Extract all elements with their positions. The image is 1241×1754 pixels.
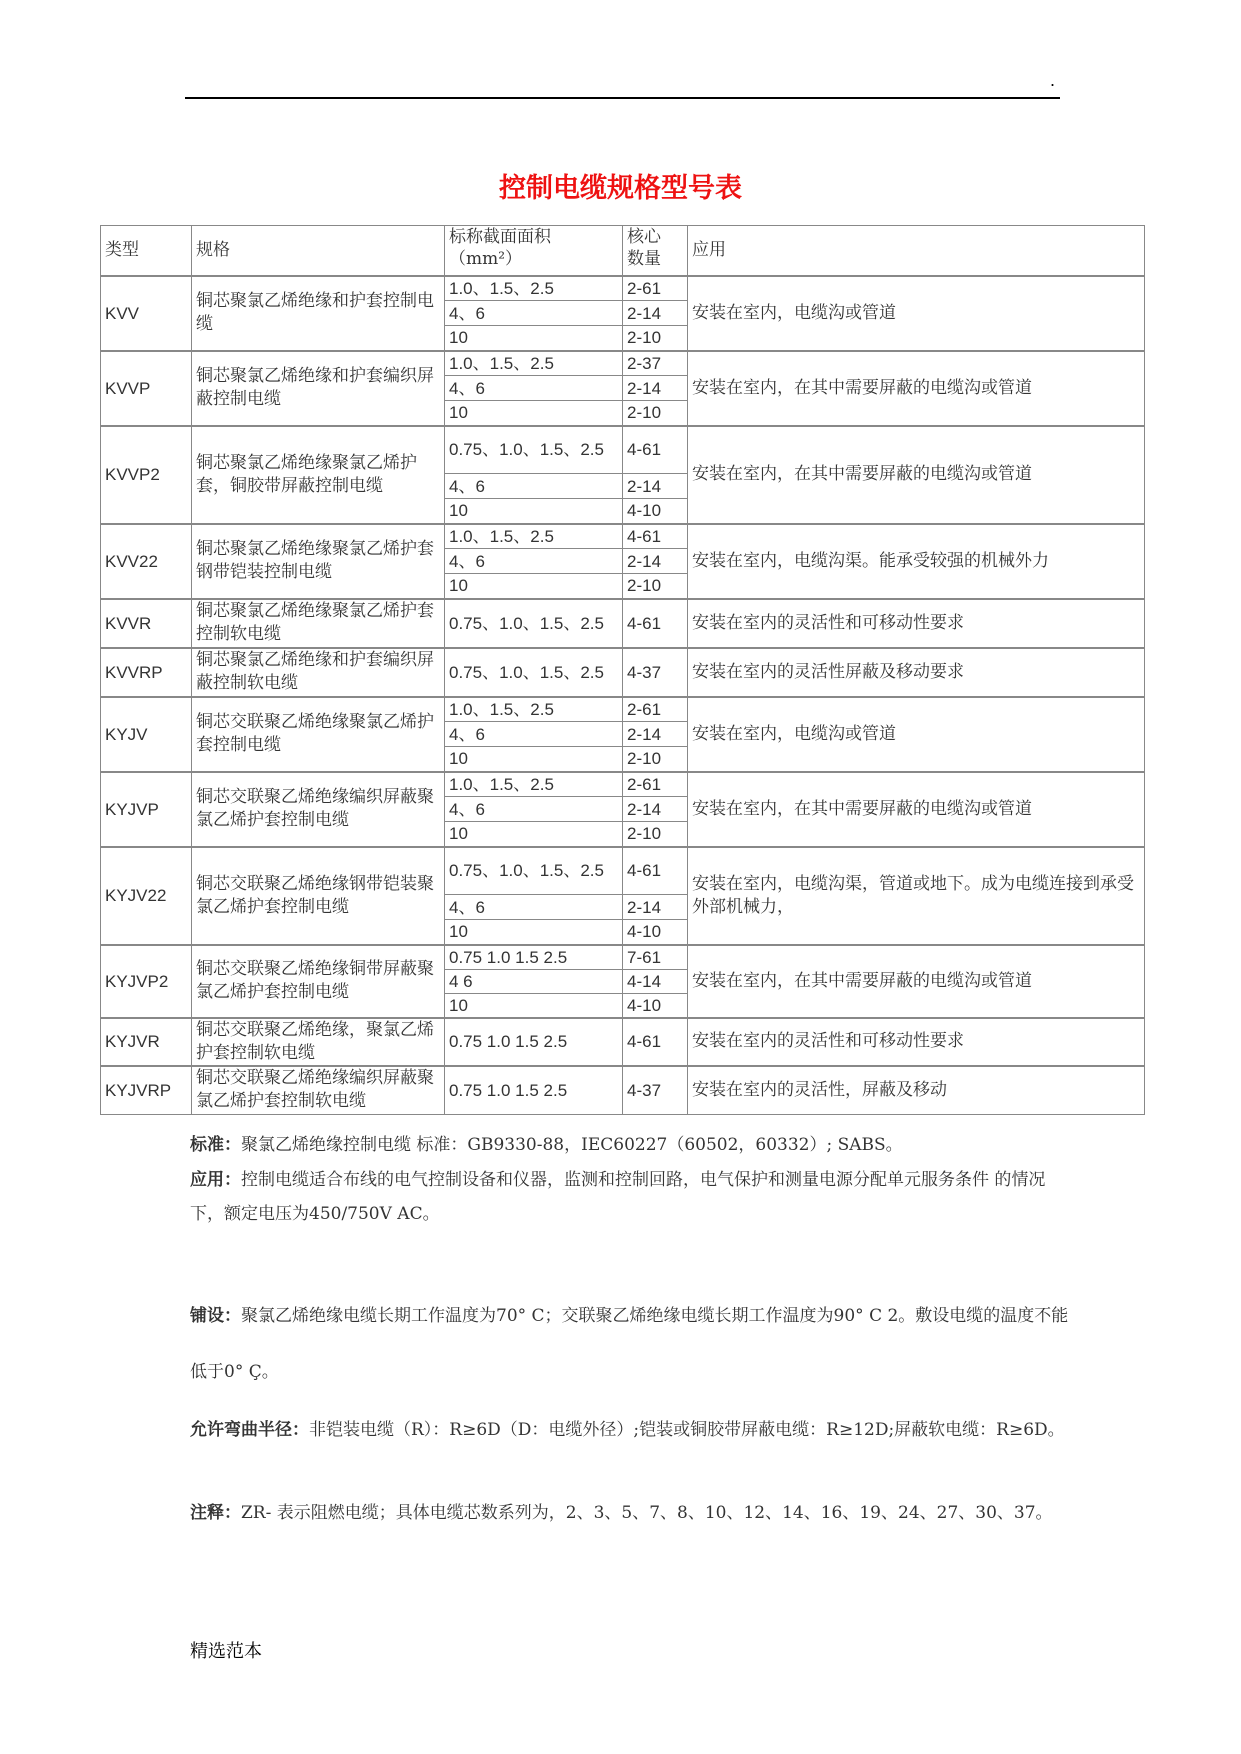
page-title: 控制电缆规格型号表 — [499, 173, 742, 204]
cell-application: 安装在室内的灵活性，屏蔽及移动 — [688, 1066, 1145, 1115]
cell-type: KYJV — [101, 697, 192, 772]
cell-cores: 4-37 — [623, 648, 688, 697]
bend-radius-label: 允许弯曲半径： — [190, 1420, 309, 1440]
cell-cores: 4-10 — [623, 499, 688, 524]
table-group-kvvp — [101, 351, 1145, 426]
cell-cores: 2-61 — [623, 697, 688, 722]
bend-radius-note — [190, 1412, 1070, 1448]
cell-cores: 2-14 — [623, 722, 688, 747]
cell-spec: 铜芯聚氯乙烯绝缘和护套编织屏蔽控制软电缆 — [192, 648, 445, 697]
cell-type: KVV — [101, 276, 192, 351]
column-header-application: 应用 — [688, 226, 1145, 276]
table-group-kyjvrp — [101, 1066, 1145, 1115]
header-rule — [185, 97, 1060, 99]
table-row — [101, 351, 1145, 376]
cell-area: 4、6 — [445, 301, 623, 326]
cell-cores: 2-10 — [623, 822, 688, 847]
cell-spec: 铜芯交联聚乙烯绝缘聚氯乙烯护套控制电缆 — [192, 697, 445, 772]
cell-cores: 2-14 — [623, 474, 688, 499]
cell-area: 10 — [445, 993, 623, 1018]
column-header-cores: 核心 数量 — [623, 226, 688, 276]
standard-label: 标准： — [190, 1135, 241, 1155]
cell-type: KYJV22 — [101, 847, 192, 945]
table-row — [101, 1018, 1145, 1066]
table-row — [101, 524, 1145, 549]
cell-cores: 2-61 — [623, 772, 688, 797]
cell-area: 10 — [445, 920, 623, 945]
cell-spec: 铜芯交联聚乙烯绝缘铜带屏蔽聚氯乙烯护套控制电缆 — [192, 945, 445, 1018]
table-row — [101, 276, 1145, 301]
cell-area: 4、6 — [445, 549, 623, 574]
table-row — [101, 772, 1145, 797]
cell-application: 安装在室内，电缆沟渠。能承受较强的机械外力 — [688, 524, 1145, 599]
cell-spec: 铜芯聚氯乙烯绝缘聚氯乙烯护套控制软电缆 — [192, 599, 445, 648]
table-group-kvvr — [101, 599, 1145, 648]
cell-type: KYJVP — [101, 772, 192, 847]
cell-type: KVVR — [101, 599, 192, 648]
standard-text: 聚氯乙烯绝缘控制电缆 标准：GB9330-88，IEC60227（60502，60332）; SABS。 — [241, 1135, 903, 1155]
cell-cores: 2-10 — [623, 326, 688, 351]
cell-spec: 铜芯聚氯乙烯绝缘和护套控制电缆 — [192, 276, 445, 351]
cell-area: 4 6 — [445, 969, 623, 993]
cell-area: 0.75 1.0 1.5 2.5 — [445, 945, 623, 970]
cell-area: 4、6 — [445, 895, 623, 920]
cell-area: 10 — [445, 499, 623, 524]
cell-cores: 2-10 — [623, 747, 688, 772]
cell-area: 1.0、1.5、2.5 — [445, 772, 623, 797]
cell-spec: 铜芯聚氯乙烯绝缘聚氯乙烯护套，铜胶带屏蔽控制电缆 — [192, 426, 445, 524]
cell-spec: 铜芯聚氯乙烯绝缘聚氯乙烯护套钢带铠装控制电缆 — [192, 524, 445, 599]
table-group-kvv — [101, 276, 1145, 351]
cell-area: 1.0、1.5、2.5 — [445, 351, 623, 376]
table-group-kvv22 — [101, 524, 1145, 599]
cell-type: KVVRP — [101, 648, 192, 697]
cell-application: 安装在室内，在其中需要屏蔽的电缆沟或管道 — [688, 945, 1145, 1018]
cell-cores: 2-14 — [623, 895, 688, 920]
cell-cores: 2-14 — [623, 549, 688, 574]
cell-area: 1.0、1.5、2.5 — [445, 524, 623, 549]
laying-label: 铺设： — [190, 1306, 241, 1326]
remark-label: 注释： — [190, 1503, 241, 1523]
cell-spec: 铜芯交联聚乙烯绝缘钢带铠装聚氯乙烯护套控制电缆 — [192, 847, 445, 945]
cell-cores: 4-61 — [623, 426, 688, 474]
cell-area: 10 — [445, 822, 623, 847]
laying-text: 聚氯乙烯绝缘电缆长期工作温度为70° C；交联聚乙烯绝缘电缆长期工作温度为90° C 2。敷设电缆的温度不能低于0° Ç。 — [190, 1306, 1069, 1382]
cell-area: 10 — [445, 401, 623, 426]
cell-type: KYJVP2 — [101, 945, 192, 1018]
cell-cores: 2-10 — [623, 401, 688, 426]
cell-area: 0.75、1.0、1.5、2.5 — [445, 847, 623, 895]
cell-application: 安装在室内，在其中需要屏蔽的电缆沟或管道 — [688, 772, 1145, 847]
cell-area: 4、6 — [445, 474, 623, 499]
cell-cores: 4-61 — [623, 1018, 688, 1066]
application-label: 应用： — [190, 1170, 241, 1190]
table-row — [101, 426, 1145, 474]
cell-cores: 2-37 — [623, 351, 688, 376]
cell-cores: 2-14 — [623, 797, 688, 822]
table-row — [101, 945, 1145, 970]
cell-spec: 铜芯交联聚乙烯绝缘，聚氯乙烯护套控制软电缆 — [192, 1018, 445, 1066]
cell-cores: 7-61 — [623, 945, 688, 970]
cell-area: 0.75 1.0 1.5 2.5 — [445, 1066, 623, 1115]
table-row — [101, 697, 1145, 722]
table-group-kyjvp — [101, 772, 1145, 847]
cell-cores: 4-61 — [623, 524, 688, 549]
cell-area: 0.75、1.0、1.5、2.5 — [445, 426, 623, 474]
cell-application: 安装在室内的灵活性和可移动性要求 — [688, 1018, 1145, 1066]
cell-area: 4、6 — [445, 797, 623, 822]
cable-spec-table — [100, 225, 1145, 1115]
cell-application: 安装在室内，电缆沟渠，管道或地下。成为电缆连接到承受外部机械力， — [688, 847, 1145, 945]
table-group-kvvrp — [101, 648, 1145, 697]
cell-type: KVVP2 — [101, 426, 192, 524]
footer-text: 精选范本 — [190, 1641, 262, 1662]
cell-application: 安装在室内的灵活性屏蔽及移动要求 — [688, 648, 1145, 697]
table-row — [101, 1066, 1145, 1115]
table-row — [101, 599, 1145, 648]
cell-application: 安装在室内，在其中需要屏蔽的电缆沟或管道 — [688, 351, 1145, 426]
table-header-row — [101, 226, 1145, 276]
cell-type: KYJVR — [101, 1018, 192, 1066]
cell-cores: 2-61 — [623, 276, 688, 301]
cell-area: 10 — [445, 747, 623, 772]
cell-spec: 铜芯交联聚乙烯绝缘编织屏蔽聚氯乙烯护套控制软电缆 — [192, 1066, 445, 1115]
cell-area: 4、6 — [445, 376, 623, 401]
cell-area: 10 — [445, 574, 623, 599]
cell-cores: 2-14 — [623, 301, 688, 326]
table-group-kyjvp2 — [101, 945, 1145, 1018]
table-row — [101, 648, 1145, 697]
cell-cores: 2-10 — [623, 574, 688, 599]
application-text: 控制电缆适合布线的电气控制设备和仪器，监测和控制回路，电气保护和测量电源分配单元服务条件 的情况下，额定电压为450/750V AC。 — [190, 1170, 1046, 1224]
cell-type: KYJVRP — [101, 1066, 192, 1115]
cell-cores: 4-10 — [623, 993, 688, 1018]
cell-application: 安装在室内的灵活性和可移动性要求 — [688, 599, 1145, 648]
column-header-spec: 规格 — [192, 226, 445, 276]
table-group-kyjv — [101, 697, 1145, 772]
laying-note — [190, 1288, 1070, 1400]
remark-text: ZR- 表示阻燃电缆；具体电缆芯数系列为，2、3、5、7、8、10、12、14、16、19、24、27、30、37。 — [241, 1503, 1053, 1523]
cell-area: 1.0、1.5、2.5 — [445, 697, 623, 722]
standard-note — [190, 1128, 1070, 1162]
cell-area: 0.75、1.0、1.5、2.5 — [445, 599, 623, 648]
cell-area: 0.75 1.0 1.5 2.5 — [445, 1018, 623, 1066]
bend-radius-text: 非铠装电缆（R）：R≥6D（D：电缆外径）;铠装或铜胶带屏蔽电缆：R≥12D;屏蔽软电缆：R≥6D。 — [309, 1420, 1065, 1440]
remark-note — [190, 1500, 1070, 1526]
cell-cores: 4-14 — [623, 969, 688, 993]
cell-spec: 铜芯交联聚乙烯绝缘编织屏蔽聚氯乙烯护套控制电缆 — [192, 772, 445, 847]
table-row — [101, 847, 1145, 895]
cell-area: 1.0、1.5、2.5 — [445, 276, 623, 301]
column-header-area: 标称截面面积 （mm²） — [445, 226, 623, 276]
table-group-kyjv22 — [101, 847, 1145, 945]
cell-type: KVVP — [101, 351, 192, 426]
cell-spec: 铜芯聚氯乙烯绝缘和护套编织屏蔽控制电缆 — [192, 351, 445, 426]
application-note — [190, 1163, 1070, 1231]
cell-type: KVV22 — [101, 524, 192, 599]
cell-cores: 4-37 — [623, 1066, 688, 1115]
cell-cores: 4-61 — [623, 599, 688, 648]
column-header-type: 类型 — [101, 226, 192, 276]
header-dot: . — [1050, 70, 1056, 90]
cell-application: 安装在室内，电缆沟或管道 — [688, 276, 1145, 351]
cell-cores: 4-10 — [623, 920, 688, 945]
table-group-kvvp2 — [101, 426, 1145, 524]
table-group-kyjvr — [101, 1018, 1145, 1066]
cell-application: 安装在室内，电缆沟或管道 — [688, 697, 1145, 772]
cell-area: 10 — [445, 326, 623, 351]
cell-application: 安装在室内，在其中需要屏蔽的电缆沟或管道 — [688, 426, 1145, 524]
cell-cores: 2-14 — [623, 376, 688, 401]
cell-area: 4、6 — [445, 722, 623, 747]
cell-cores: 4-61 — [623, 847, 688, 895]
cell-area: 0.75、1.0、1.5、2.5 — [445, 648, 623, 697]
